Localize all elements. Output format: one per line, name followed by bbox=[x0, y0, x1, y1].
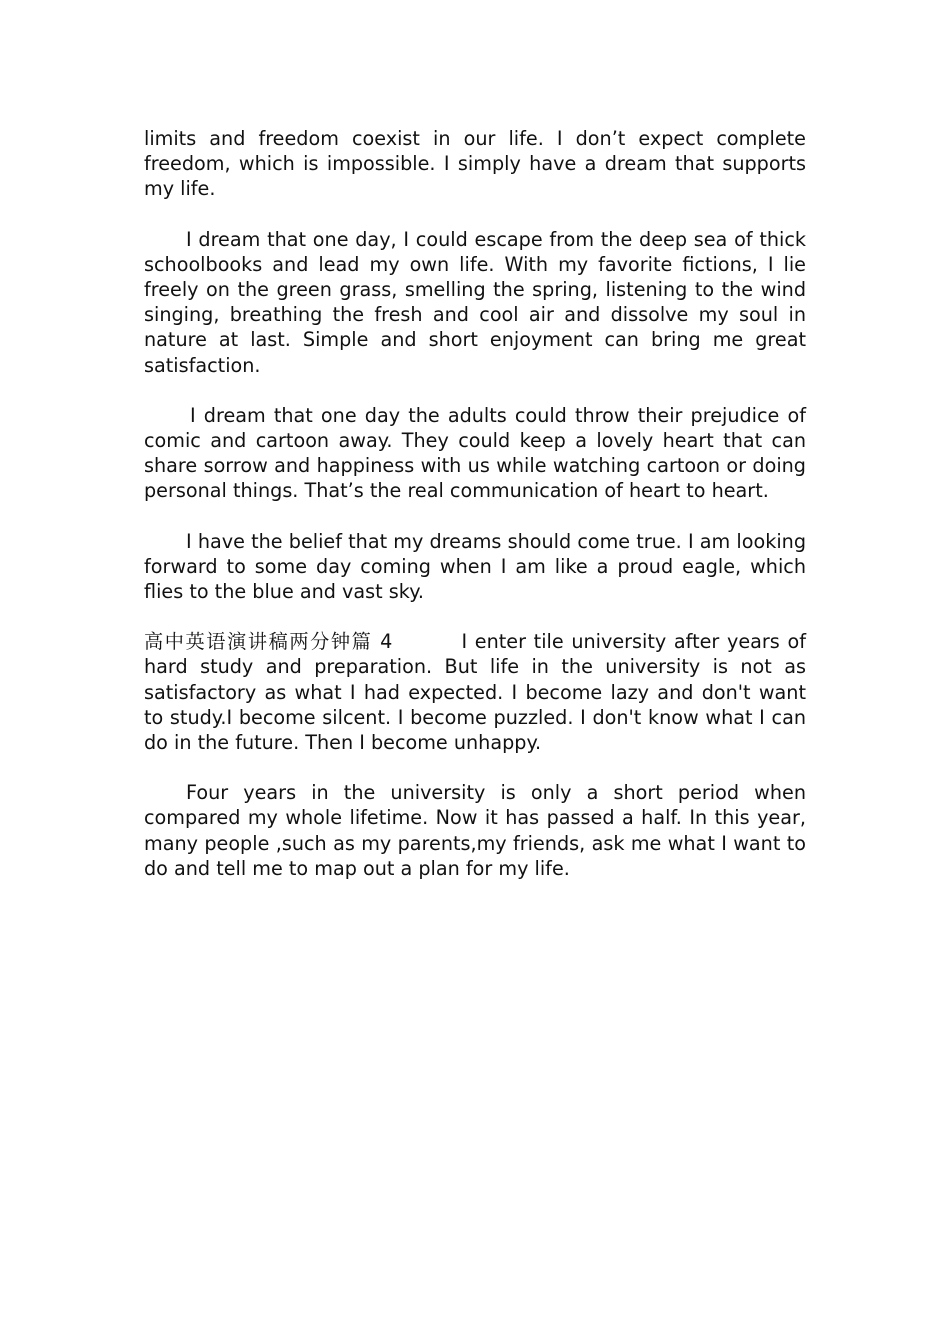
section-gap bbox=[392, 630, 461, 653]
paragraph-university-text: I enter tile university after years of hard study and preparation. But life in the university is not as satisfactory as what I had expected. I become lazy and don't want to study.I become silcent. I become puzzled. I don't know what I can do in the future. Then I become unhappy. bbox=[144, 630, 806, 755]
paragraph-section-4 bbox=[144, 629, 806, 755]
paragraph-four-years: Four years in the university is only a short period when compared my whole lifetime. Now it has passed a half. In this year, many people ,such as my parents,my friends, ask me what I want to do and tell me to map out a plan for my life. bbox=[144, 781, 806, 880]
document-body bbox=[144, 126, 806, 906]
paragraph-dream-adults: I dream that one day the adults could throw their prejudice of comic and cartoon away. They could keep a lovely heart that can share sorrow and happiness with us while watching cartoon or doing personal things. That’s the real communication of heart to heart. bbox=[144, 403, 806, 503]
section-heading: 高中英语演讲稿两分钟篇 4 bbox=[144, 630, 393, 654]
paragraph-dream-escape: I dream that one day, I could escape from the deep sea of thick schoolbooks and lead my own life. With my favorite fictions, I lie freely on the green grass, smelling the spring, listening to the wind singing, breathing the fresh and cool air and dissolve my soul in nature at last. Simple and short enjoyment can bring me great satisfaction. bbox=[144, 227, 806, 377]
paragraph-belief: I have the belief that my dreams should come true. I am looking forward to some day coming when I am like a proud eagle, which flies to the blue and vast sky. bbox=[144, 529, 806, 604]
paragraph-limits-and-freedom: limits and freedom coexist in our life. I don’t expect complete freedom, which is impossible. I simply have a dream that supports my life. bbox=[144, 127, 806, 201]
